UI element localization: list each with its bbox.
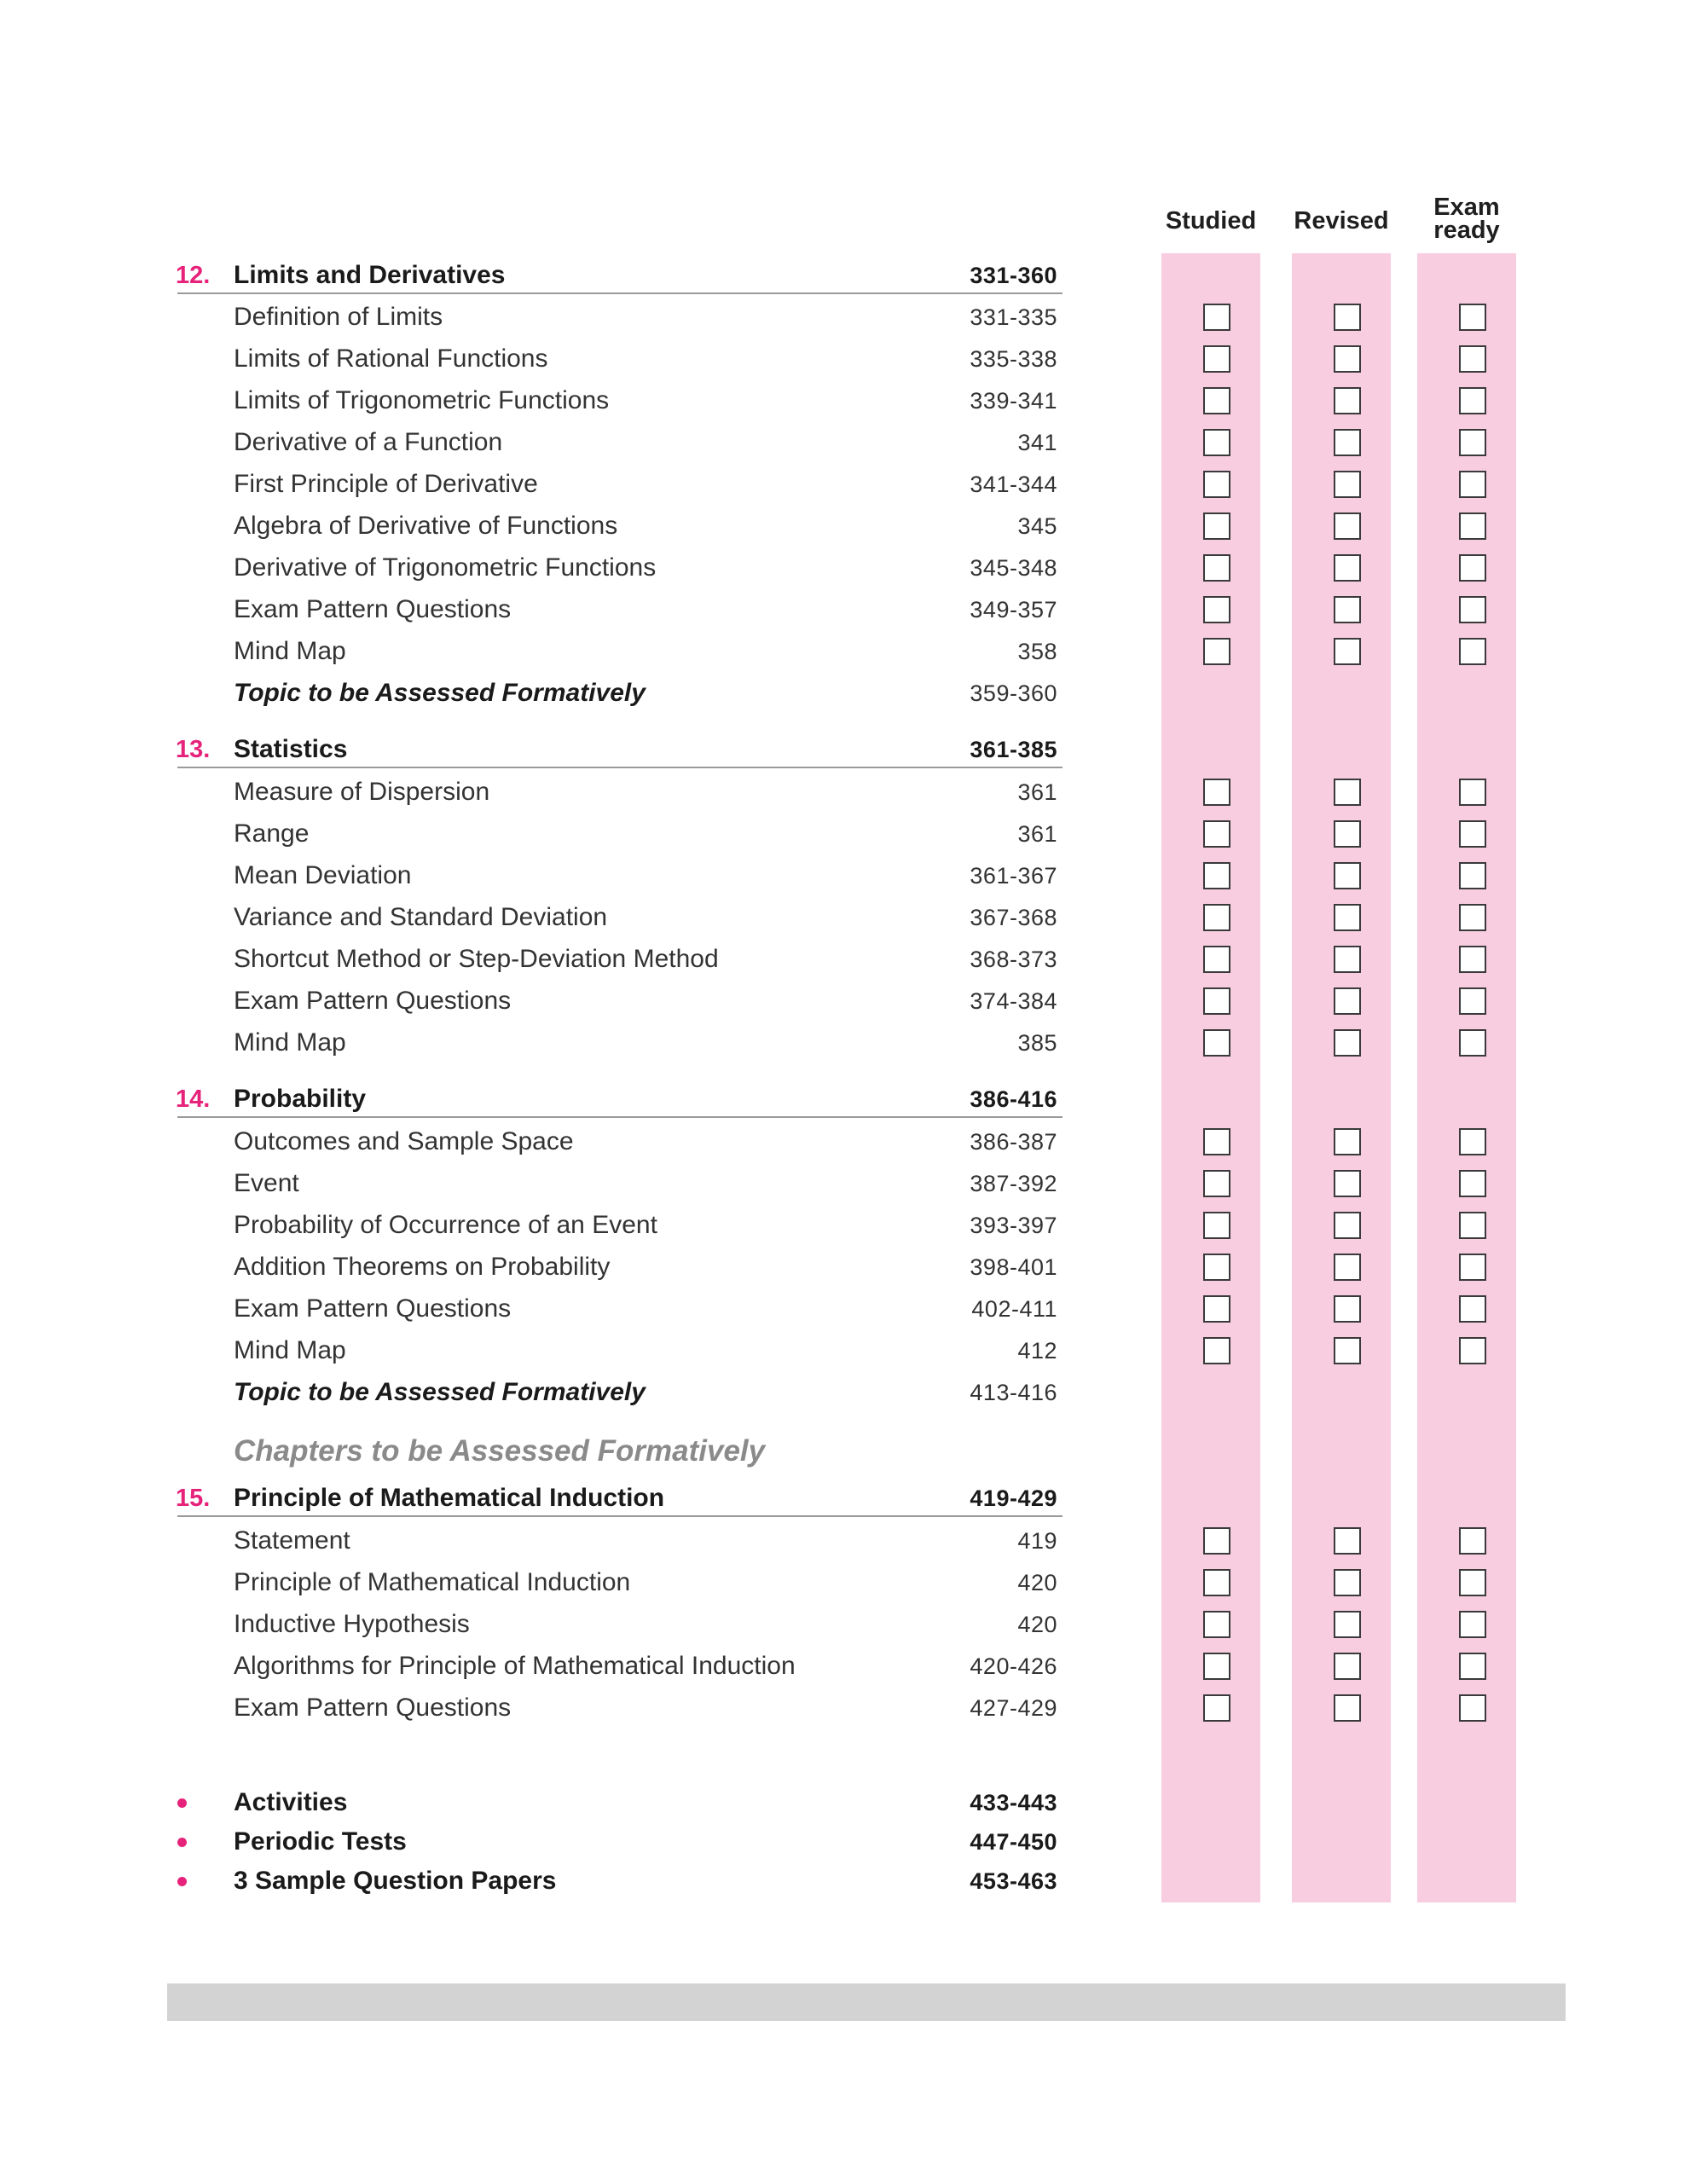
topic-row xyxy=(0,900,1708,935)
studied-header-label: Studied xyxy=(1165,207,1257,235)
topic-title: Algorithms for Principle of Mathematical Induction xyxy=(234,1652,796,1680)
exam-header-line1: Exam xyxy=(1433,194,1500,221)
topic-title: Measure of Dispersion xyxy=(234,778,490,806)
revised-header-label: Revised xyxy=(1294,207,1389,235)
studied-checkbox[interactable] xyxy=(1203,862,1230,889)
topic-pages: 386-387 xyxy=(970,1129,1057,1155)
topic-pages: 339-341 xyxy=(970,388,1057,414)
revised-header xyxy=(1273,207,1410,235)
topic-pages: 387-392 xyxy=(970,1171,1057,1196)
chapter-row[interactable] xyxy=(0,732,1708,767)
exam-ready-checkbox[interactable] xyxy=(1459,1611,1486,1638)
exam-ready-checkbox[interactable] xyxy=(1459,638,1486,665)
revised-checkbox[interactable] xyxy=(1334,987,1361,1015)
revised-checkbox[interactable] xyxy=(1334,429,1361,456)
topic-pages: 420-426 xyxy=(970,1653,1057,1679)
topic-pages: 341 xyxy=(1017,430,1057,455)
revised-checkbox[interactable] xyxy=(1334,904,1361,931)
exam-ready-checkbox[interactable] xyxy=(1459,1337,1486,1364)
topic-row xyxy=(0,1566,1708,1600)
exam-ready-checkbox[interactable] xyxy=(1459,1128,1486,1155)
topic-row xyxy=(0,593,1708,627)
topic-title: Mean Deviation xyxy=(234,861,412,889)
formative-topic-pages: 413-416 xyxy=(970,1380,1057,1405)
topic-pages: 427-429 xyxy=(970,1695,1057,1721)
topic-row xyxy=(0,1691,1708,1725)
topic-title: Exam Pattern Questions xyxy=(234,1694,512,1722)
topic-row xyxy=(0,1649,1708,1683)
revised-checkbox[interactable] xyxy=(1334,779,1361,806)
exam-ready-checkbox[interactable] xyxy=(1459,1295,1486,1323)
exam-ready-checkbox[interactable] xyxy=(1459,1029,1486,1057)
exam-ready-checkbox[interactable] xyxy=(1459,1527,1486,1555)
exam-ready-checkbox[interactable] xyxy=(1459,1694,1486,1722)
revised-checkbox[interactable] xyxy=(1334,946,1361,973)
topic-row xyxy=(0,1607,1708,1642)
topic-pages: 341-344 xyxy=(970,472,1057,497)
topic-pages: 393-397 xyxy=(970,1213,1057,1238)
exam-ready-checkbox[interactable] xyxy=(1459,987,1486,1015)
topic-title: Addition Theorems on Probability xyxy=(234,1253,611,1281)
revised-checkbox[interactable] xyxy=(1334,471,1361,498)
topic-pages: 345 xyxy=(1017,513,1057,539)
studied-checkbox[interactable] xyxy=(1203,1029,1230,1057)
revised-checkbox[interactable] xyxy=(1334,1295,1361,1323)
topic-row xyxy=(0,1026,1708,1060)
topic-title: Exam Pattern Questions xyxy=(234,595,512,623)
revised-checkbox[interactable] xyxy=(1334,1527,1361,1555)
studied-checkbox[interactable] xyxy=(1203,1611,1230,1638)
topic-pages: 412 xyxy=(1017,1338,1057,1364)
topic-title: Shortcut Method or Step-Deviation Method xyxy=(234,945,719,973)
topic-pages: 420 xyxy=(1017,1570,1057,1595)
chapter-number: 12. xyxy=(176,262,211,289)
topic-pages: 349-357 xyxy=(970,597,1057,622)
topic-row xyxy=(0,300,1708,334)
studied-header xyxy=(1143,207,1279,235)
studied-checkbox[interactable] xyxy=(1203,596,1230,623)
topic-title: Range xyxy=(234,819,310,848)
exam-ready-checkbox[interactable] xyxy=(1459,1569,1486,1596)
studied-checkbox[interactable] xyxy=(1203,1212,1230,1239)
exam-ready-checkbox[interactable] xyxy=(1459,596,1486,623)
bullet-icon xyxy=(177,1877,187,1886)
bullet-icon xyxy=(177,1838,187,1847)
studied-checkbox[interactable] xyxy=(1203,820,1230,848)
topic-row xyxy=(0,467,1708,501)
chapter-pages: 361-385 xyxy=(970,737,1057,762)
formative-topic-pages: 359-360 xyxy=(970,680,1057,706)
topic-pages: 420 xyxy=(1017,1612,1057,1637)
exam-ready-checkbox[interactable] xyxy=(1459,904,1486,931)
topic-title: Principle of Mathematical Induction xyxy=(234,1568,631,1596)
extra-row-sample-papers[interactable] xyxy=(0,1864,1708,1898)
topic-pages: 358 xyxy=(1017,639,1057,664)
revised-checkbox[interactable] xyxy=(1334,1128,1361,1155)
revised-checkbox[interactable] xyxy=(1334,1611,1361,1638)
topic-row xyxy=(0,1167,1708,1201)
formative-topic-row xyxy=(0,676,1708,710)
footer-bar xyxy=(167,1983,1566,2021)
studied-checkbox[interactable] xyxy=(1203,1653,1230,1680)
extra-pages: 433-443 xyxy=(970,1790,1057,1815)
chapter-title: Probability xyxy=(234,1085,367,1113)
topic-row xyxy=(0,634,1708,669)
topic-pages: 367-368 xyxy=(970,905,1057,930)
studied-checkbox[interactable] xyxy=(1203,345,1230,373)
studied-checkbox[interactable] xyxy=(1203,1337,1230,1364)
topic-title: Exam Pattern Questions xyxy=(234,987,512,1015)
studied-checkbox[interactable] xyxy=(1203,1527,1230,1555)
exam-ready-checkbox[interactable] xyxy=(1459,946,1486,973)
revised-checkbox[interactable] xyxy=(1334,304,1361,331)
chapter-number: 14. xyxy=(176,1086,211,1113)
extra-row-periodic-tests[interactable] xyxy=(0,1825,1708,1859)
studied-checkbox[interactable] xyxy=(1203,1128,1230,1155)
formative-topic-title: Topic to be Assessed Formatively xyxy=(234,679,646,707)
topic-row xyxy=(0,1334,1708,1368)
studied-checkbox[interactable] xyxy=(1203,387,1230,414)
studied-checkbox[interactable] xyxy=(1203,1170,1230,1197)
chapter-pages: 331-360 xyxy=(970,263,1057,288)
revised-checkbox[interactable] xyxy=(1334,1254,1361,1281)
topic-title: Variance and Standard Deviation xyxy=(234,903,608,931)
studied-checkbox[interactable] xyxy=(1203,638,1230,665)
extra-title: Periodic Tests xyxy=(234,1827,407,1856)
revised-checkbox[interactable] xyxy=(1334,345,1361,373)
revised-checkbox[interactable] xyxy=(1334,596,1361,623)
studied-checkbox[interactable] xyxy=(1203,429,1230,456)
topic-title: Inductive Hypothesis xyxy=(234,1610,470,1638)
topic-row xyxy=(0,426,1708,460)
extra-row-activities[interactable] xyxy=(0,1786,1708,1820)
exam-ready-checkbox[interactable] xyxy=(1459,345,1486,373)
chapter-number: 13. xyxy=(176,736,211,763)
topic-row xyxy=(0,1208,1708,1242)
revised-checkbox[interactable] xyxy=(1334,1694,1361,1722)
extra-title: 3 Sample Question Papers xyxy=(234,1867,557,1895)
chapter-row[interactable] xyxy=(0,1082,1708,1116)
topic-row xyxy=(0,775,1708,809)
topic-row xyxy=(0,984,1708,1018)
exam-ready-checkbox[interactable] xyxy=(1459,554,1486,582)
studied-checkbox[interactable] xyxy=(1203,946,1230,973)
formative-topic-title: Topic to be Assessed Formatively xyxy=(234,1378,646,1406)
revised-checkbox[interactable] xyxy=(1334,638,1361,665)
exam-ready-header xyxy=(1398,196,1535,242)
topic-row xyxy=(0,1524,1708,1558)
topic-pages: 398-401 xyxy=(970,1254,1057,1280)
revised-checkbox[interactable] xyxy=(1334,1653,1361,1680)
revised-checkbox[interactable] xyxy=(1334,1569,1361,1596)
topic-pages: 374-384 xyxy=(970,988,1057,1014)
chapter-title: Statistics xyxy=(234,735,348,763)
exam-ready-checkbox[interactable] xyxy=(1459,779,1486,806)
topic-row xyxy=(0,1125,1708,1159)
topic-pages: 335-338 xyxy=(970,346,1057,372)
studied-checkbox[interactable] xyxy=(1203,1694,1230,1722)
topic-row xyxy=(0,509,1708,543)
studied-checkbox[interactable] xyxy=(1203,1295,1230,1323)
topic-title: Statement xyxy=(234,1526,350,1555)
chapter-title: Limits and Derivatives xyxy=(234,261,506,289)
topic-pages: 385 xyxy=(1017,1030,1057,1056)
studied-checkbox[interactable] xyxy=(1203,779,1230,806)
topic-title: Derivative of a Function xyxy=(234,428,503,456)
chapter-pages: 419-429 xyxy=(970,1485,1057,1511)
exam-ready-checkbox[interactable] xyxy=(1459,1170,1486,1197)
topic-title: First Principle of Derivative xyxy=(234,470,538,498)
studied-checkbox[interactable] xyxy=(1203,471,1230,498)
topic-row xyxy=(0,859,1708,893)
topic-pages: 402-411 xyxy=(971,1296,1057,1322)
topic-title: Mind Map xyxy=(234,637,346,665)
extra-pages: 447-450 xyxy=(970,1829,1057,1855)
revised-checkbox[interactable] xyxy=(1334,387,1361,414)
topic-title: Event xyxy=(234,1169,299,1197)
chapter-divider xyxy=(177,767,1062,768)
exam-ready-checkbox[interactable] xyxy=(1459,512,1486,540)
topic-pages: 331-335 xyxy=(970,304,1057,330)
exam-ready-checkbox[interactable] xyxy=(1459,1212,1486,1239)
topic-row xyxy=(0,384,1708,418)
revised-checkbox[interactable] xyxy=(1334,512,1361,540)
exam-ready-checkbox[interactable] xyxy=(1459,387,1486,414)
section-heading: Chapters to be Assessed Formatively xyxy=(234,1434,766,1468)
topic-title: Limits of Rational Functions xyxy=(234,345,548,373)
topic-title: Derivative of Trigonometric Functions xyxy=(234,553,657,582)
revised-checkbox[interactable] xyxy=(1334,820,1361,848)
topic-row xyxy=(0,1250,1708,1284)
extra-pages: 453-463 xyxy=(970,1868,1057,1894)
studied-checkbox[interactable] xyxy=(1203,904,1230,931)
chapter-number: 15. xyxy=(176,1485,211,1512)
exam-header-line2: ready xyxy=(1433,217,1500,244)
topic-title: Exam Pattern Questions xyxy=(234,1294,512,1323)
bullet-icon xyxy=(177,1798,187,1808)
topic-pages: 361 xyxy=(1017,821,1057,847)
topic-row xyxy=(0,1292,1708,1326)
chapter-divider xyxy=(177,1515,1062,1517)
chapter-divider xyxy=(177,292,1062,294)
topic-title: Algebra of Derivative of Functions xyxy=(234,512,618,540)
formative-topic-row xyxy=(0,1375,1708,1410)
topic-pages: 345-348 xyxy=(970,555,1057,581)
exam-ready-checkbox[interactable] xyxy=(1459,471,1486,498)
chapter-title: Principle of Mathematical Induction xyxy=(234,1484,665,1512)
studied-checkbox[interactable] xyxy=(1203,512,1230,540)
topic-title: Limits of Trigonometric Functions xyxy=(234,386,610,414)
studied-checkbox[interactable] xyxy=(1203,987,1230,1015)
topic-row xyxy=(0,817,1708,851)
topic-title: Definition of Limits xyxy=(234,303,443,331)
topic-title: Outcomes and Sample Space xyxy=(234,1127,574,1155)
exam-ready-checkbox[interactable] xyxy=(1459,1653,1486,1680)
studied-checkbox[interactable] xyxy=(1203,1569,1230,1596)
chapter-row[interactable] xyxy=(0,1481,1708,1515)
revised-checkbox[interactable] xyxy=(1334,1337,1361,1364)
revised-checkbox[interactable] xyxy=(1334,1029,1361,1057)
topic-pages: 419 xyxy=(1017,1528,1057,1554)
topic-row xyxy=(0,942,1708,976)
revised-checkbox[interactable] xyxy=(1334,862,1361,889)
chapter-row[interactable] xyxy=(0,258,1708,292)
topic-pages: 361 xyxy=(1017,779,1057,805)
chapter-divider xyxy=(177,1116,1062,1118)
exam-ready-checkbox[interactable] xyxy=(1459,1254,1486,1281)
studied-checkbox[interactable] xyxy=(1203,304,1230,331)
exam-ready-checkbox[interactable] xyxy=(1459,429,1486,456)
exam-ready-checkbox[interactable] xyxy=(1459,304,1486,331)
revised-checkbox[interactable] xyxy=(1334,1212,1361,1239)
topic-pages: 368-373 xyxy=(970,947,1057,972)
revised-checkbox[interactable] xyxy=(1334,1170,1361,1197)
topic-row xyxy=(0,551,1708,585)
exam-ready-checkbox[interactable] xyxy=(1459,862,1486,889)
studied-checkbox[interactable] xyxy=(1203,554,1230,582)
exam-ready-checkbox[interactable] xyxy=(1459,820,1486,848)
topic-title: Probability of Occurrence of an Event xyxy=(234,1211,657,1239)
chapter-pages: 386-416 xyxy=(970,1086,1057,1112)
topic-pages: 361-367 xyxy=(970,863,1057,889)
topic-title: Mind Map xyxy=(234,1028,346,1057)
topic-row xyxy=(0,342,1708,376)
extra-title: Activities xyxy=(234,1788,348,1816)
topic-title: Mind Map xyxy=(234,1336,346,1364)
studied-checkbox[interactable] xyxy=(1203,1254,1230,1281)
revised-checkbox[interactable] xyxy=(1334,554,1361,582)
